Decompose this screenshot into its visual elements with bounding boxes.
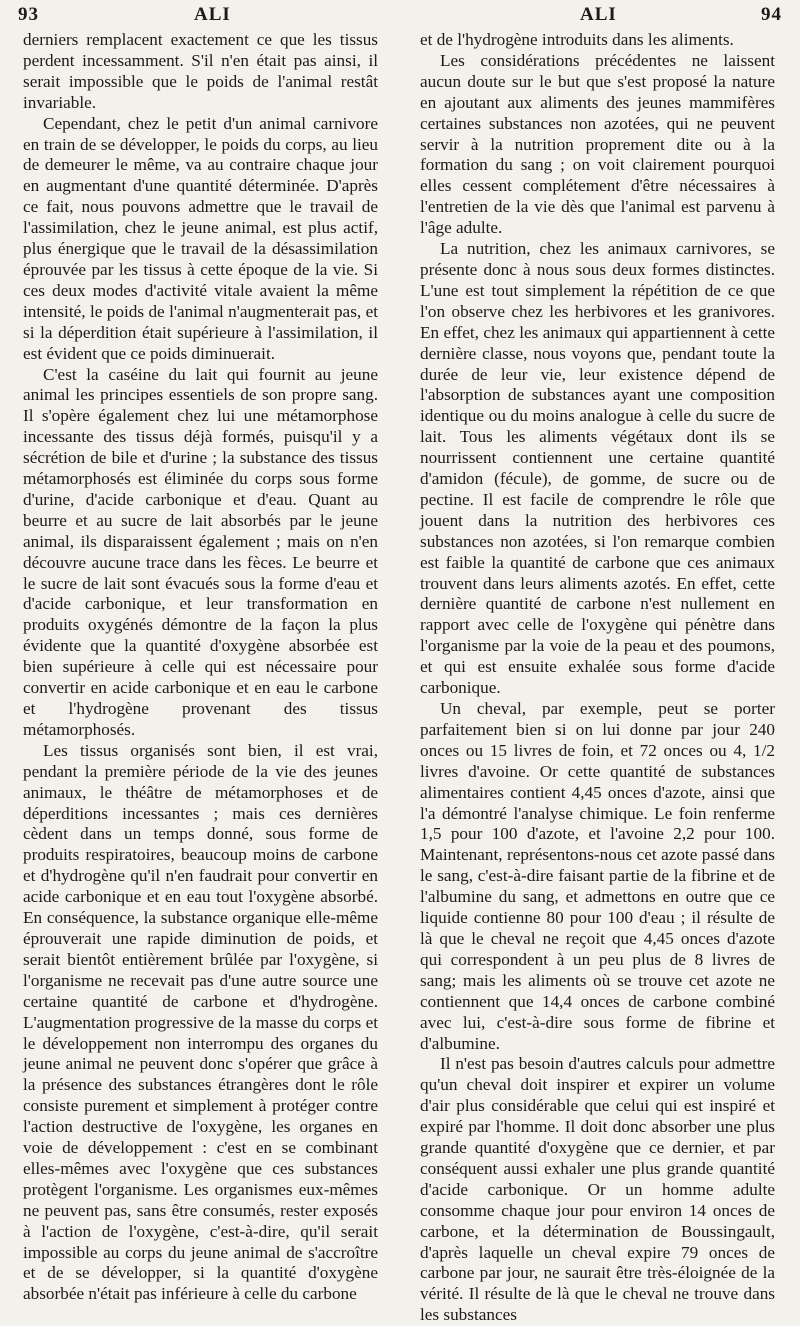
right-running-title: ALI [580,4,617,25]
running-head [18,4,782,30]
right-page-number: 94 [761,4,782,25]
paragraph: C'est la caséine du lait qui fournit au jeune animal les principes essentiels de son propre sang. Il s'opère également chez lui une métamorphose incessante des tissus déjà formés, puisqu'il y a sécrétion de bile et d'urine ; la substance des tissus métamorphosés est éliminée du corps sous forme d'urine, d'acide carbonique et d'eau. Quant au beurre et au sucre de lait absorbés par le jeune animal, ils disparaissent également ; mais on n'en découvre aucune trace dans les fèces. Le beurre et le sucre de lait sont évacués sous la forme d'eau et d'acide carbonique, et leur transformation en produits oxygénés démontre de la façon la plus évidente que la quantité d'oxygène absorbée est bien supérieure à celle qui est nécessaire pour convertir en acide carbonique et en eau le carbone et l'hydrogène provenant des tissus métamorphosés. [23,364,378,739]
left-page-number: 93 [18,4,39,25]
paragraph: et de l'hydrogène introduits dans les aliments. [420,30,734,49]
paragraph: La nutrition, chez les animaux carnivores, se présente donc à nous sous deux formes distinctes. L'une est tout simplement la répétition de ce que l'on observe chez les herbivores et les granivores. En effet, chez les animaux qui appartiennent à cette dernière classe, nous voyons que, pendant toute la durée de leur vie, leur existence dépend de l'absorption de substances ayant une composition identique ou du moins analogue à celle du sucre de lait. Tous les aliments végétaux dont ils se nourrissent contiennent une certaine quantité d'amidon (fécule), de gomme, de sucre ou de pectine. Il est facile de comprendre le rôle que jouent dans la nutrition des herbivores ces substances non azotées, si l'on remarque combien est faible la quantité de carbone que ces animaux trouvent dans leurs aliments azotés. En effet, cette dernière quantité de carbone n'est nullement en rapport avec celle de l'oxygène qui pénètre dans l'organisme par la voie de la peau et des poumons, et qui est ensuite exhalée sous forme d'acide carbonique. [420,239,775,698]
paragraph: derniers remplacent exactement ce que les tissus perdent incessamment. S'il n'en était pas ainsi, il serait impossible que le poids de l'animal restât invariable. [23,30,378,112]
paragraph: Les tissus organisés sont bien, il est vrai, pendant la première période de la vie des jeunes animaux, le théâtre de métamorphoses et de déperditions incessantes ; mais ces dernières cèdent dans un temps donné, sous forme de produits respiratoires, beaucoup moins de carbone et d'hydrogène qu'il n'en faudrait pour convertir en acide carbonique et en eau tout l'oxygène absorbé. En conséquence, la substance organique elle-même éprouverait une rapide diminution de poids, et serait bientôt entièrement brûlée par l'oxygène, si l'organisme ne recevait pas d'une autre source une certaine quantité de carbone et d'hydrogène. L'augmentation progressive de la masse du corps et le développement non interrompu des organes du jeune animal ne peuvent donc s'opérer que grâce à la présence des substances étrangères dont le rôle consiste purement et simplement à protéger contre l'action destructive de l'oxygène, les organes en voie de développement : c'est en se combinant elles-mêmes avec l'oxygène que ces substances protègent l'organisme. Les organismes eux-mêmes ne peuvent pas, sans être consumés, rester exposés à l'action de l'oxygène, c'est-à-dire, qu'il serait impossible au corps du jeune animal de s'accroître et de se développer, si la quantité d'oxygène absorbée n'était pas inférieure à celle du carbone [23,740,378,1304]
right-text-column [420,30,775,1326]
paragraph: Il n'est pas besoin d'autres calculs pour admettre qu'un cheval doit inspirer et expirer un volume d'air plus considérable que celui qui est inspiré et expiré par l'homme. Il doit donc absorber une plus grande quantité d'oxygène que ce dernier, et par conséquent aussi exhaler une plus grande quantité d'acide carbonique. Or un homme adulte consomme chaque jour pour environ 14 onces de carbone, et la détermination de Boussingault, d'après laquelle un cheval expire 79 onces de carbone par jour, ne saurait être très-éloignée de la vérité. Il résulte de là que le cheval ne trouve dans les substances [420,1054,775,1325]
paragraph: Les considérations précédentes ne laissent aucun doute sur le but que s'est proposé la nature en ajoutant aux aliments des jeunes mammifères certaines substances non azotées, qui ne peuvent servir à la nutrition proprement dite ou à la formation du sang ; on voit clairement pourquoi elles cessent complétement d'être nécessaires à l'entretien de la vie dès que l'animal est parvenu à l'âge adulte. [420,50,775,238]
left-running-title: ALI [194,4,231,25]
left-text-column [23,30,378,1305]
paragraph: Un cheval, par exemple, peut se porter parfaitement bien si on lui donne par jour 240 onces ou 15 livres de foin, et 72 onces ou 4, 1/2 livres d'avoine. Or cette quantité de substances alimentaires contient 4,45 onces d'azote, ainsi que l'a démontré l'analyse chimique. Le foin renferme 1,5 pour 100 d'azote, et l'avoine 2,2 pour 100. Maintenant, représentons-nous cet azote passé dans le sang, c'est-à-dire faisant partie de la fibrine et de l'albumine du sang, et admettons en outre que ce liquide contienne 80 pour 100 d'eau ; il résulte de là que le cheval ne reçoit que 4,45 onces d'azote qui correspondent à un peu plus de 8 livres de sang; mais les aliments où se trouve cet azote ne contiennent que 14,4 onces de carbone combiné avec lui, c'est-à-dire sous forme de fibrine et d'albumine. [420,699,775,1053]
paragraph: Cependant, chez le petit d'un animal carnivore en train de se développer, le poids du corps, au lieu de demeurer le même, va au contraire chaque jour en augmentant d'une quantité déterminée. D'après ce fait, nous pouvons admettre que le travail de l'assimilation, chez le jeune animal, est plus actif, plus énergique que le travail de la désassimilation éprouvée par les tissus à cette époque de la vie. Si ces deux modes d'activité vitale avaient la même intensité, le poids de l'animal n'augmenterait pas, et si la déperdition était supérieure à l'assimilation, il est évident que ce poids diminuerait. [23,113,378,363]
